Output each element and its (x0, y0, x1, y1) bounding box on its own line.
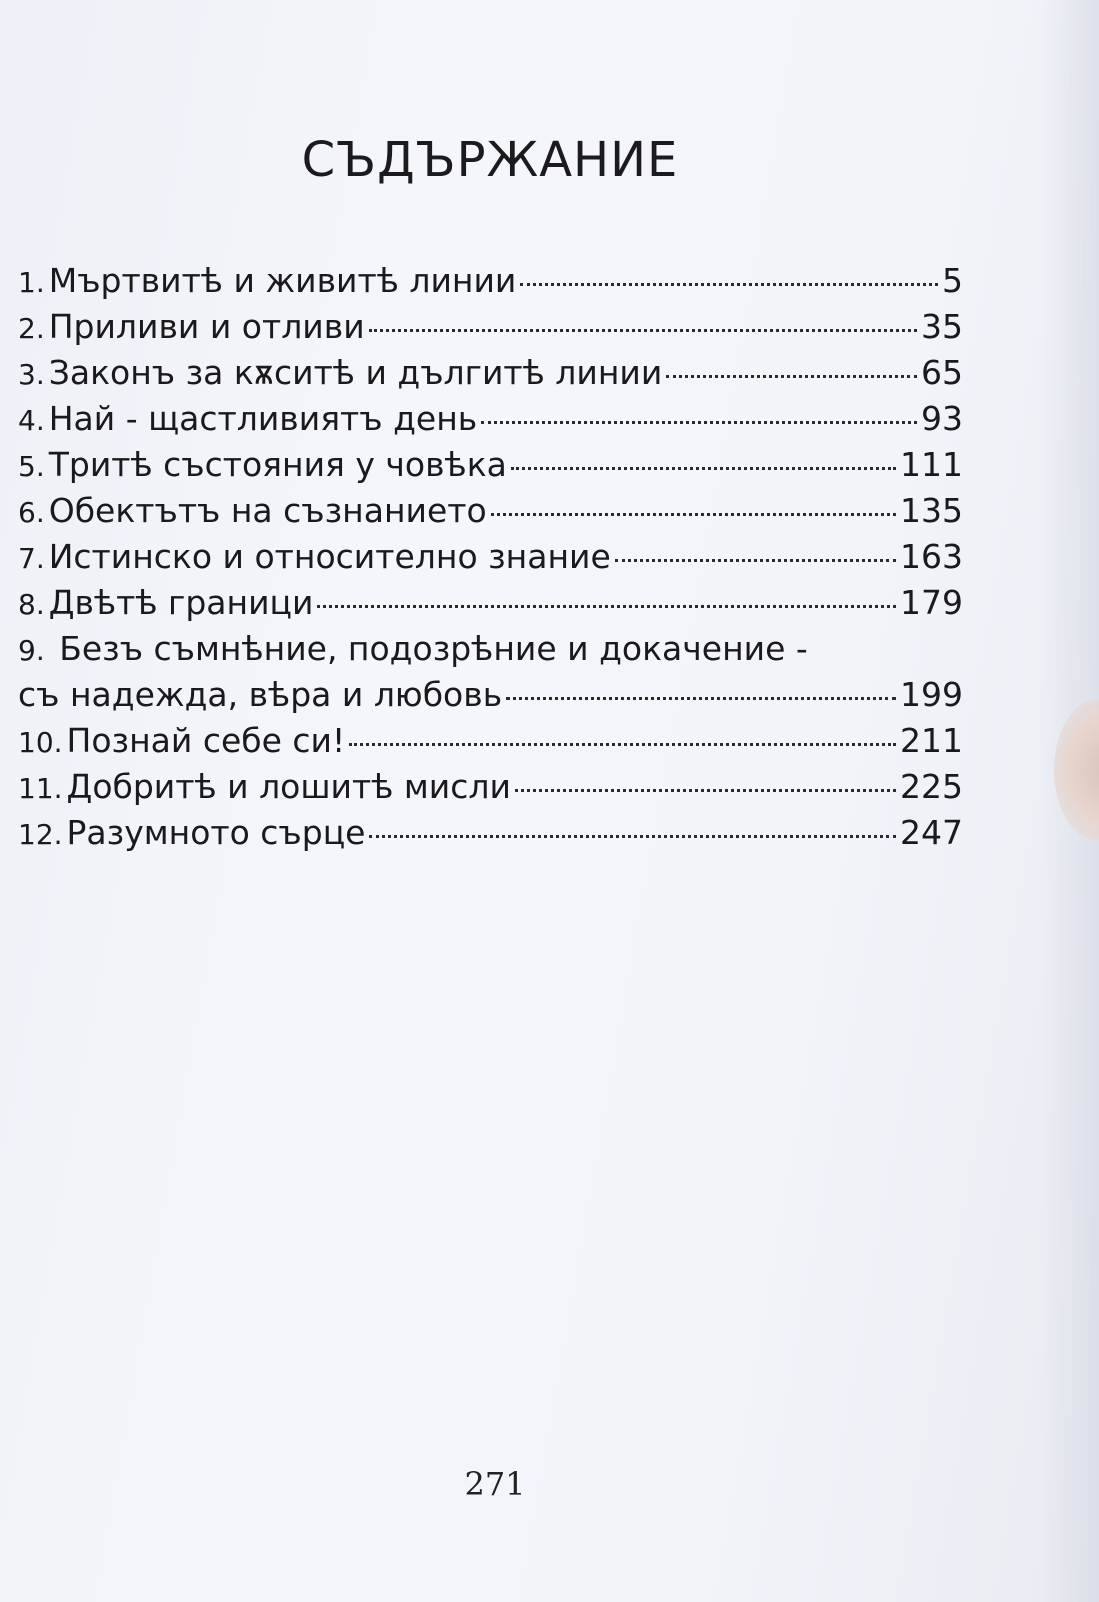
toc-entry-title: Тритѣ състояния у човѣка (48, 445, 507, 484)
toc-entry-title: Добритѣ и лошитѣ мисли (66, 767, 511, 806)
toc-entry-page: 35 (921, 307, 963, 346)
toc-entry (18, 580, 963, 626)
dot-leader (515, 789, 896, 792)
toc-entry-title-line1: Безъ съмнѣние, подозрѣние и докачение - (59, 629, 808, 668)
toc-entry-title: Законъ за кѫситѣ и дългитѣ линии (48, 353, 663, 392)
toc-entry-title: Разумното сърце (66, 813, 366, 852)
dot-leader (369, 329, 917, 332)
toc-entry-number: 2. (18, 312, 45, 345)
toc-entry-number: 9. (18, 634, 45, 667)
toc-entry-number: 12. (18, 818, 63, 851)
toc-entry (18, 304, 963, 350)
toc-entry-page: 179 (900, 583, 963, 622)
dot-leader (317, 605, 896, 608)
toc-entry-page: 135 (900, 491, 963, 530)
toc-entry-number: 8. (18, 588, 45, 621)
dot-leader (666, 375, 917, 378)
toc-entry-title: Мъртвитѣ и живитѣ линии (48, 261, 517, 300)
toc-entry-number: 6. (18, 496, 45, 529)
toc-entry (18, 396, 963, 442)
toc-entry-number: 3. (18, 358, 45, 391)
toc-entry-title: Приливи и отливи (48, 307, 365, 346)
toc-entry-number: 5. (18, 450, 45, 483)
toc-entry (18, 258, 963, 304)
toc-entry (18, 488, 963, 534)
toc-entry-title: Обектътъ на съзнанието (48, 491, 487, 530)
toc-entry-title: Двѣтѣ граници (48, 583, 314, 622)
toc-entry-page: 247 (900, 813, 963, 852)
dot-leader (349, 743, 896, 746)
toc-entry-page: 5 (942, 261, 963, 300)
toc-entry-number: 7. (18, 542, 45, 575)
toc-entry (18, 764, 963, 810)
toc-entry-page: 111 (900, 445, 963, 484)
toc-entry-title: Най - щастливиятъ день (48, 399, 478, 438)
dot-leader (615, 559, 896, 562)
toc-entry-title: Истинско и относително знание (48, 537, 611, 576)
toc-entry-page: 93 (921, 399, 963, 438)
page-number: 271 (464, 1465, 526, 1503)
dot-leader (369, 835, 896, 838)
toc-entry (18, 672, 963, 718)
toc-entry-title: съ надежда, вѣра и любовь (18, 675, 503, 714)
dot-leader (491, 513, 896, 516)
toc-entry-page: 199 (900, 675, 963, 714)
table-of-contents (18, 258, 963, 856)
toc-entry-page: 211 (900, 721, 963, 760)
toc-entry-number: 1. (18, 266, 45, 299)
toc-entry-title: Познай себе си! (66, 721, 346, 760)
toc-entry-page: 65 (921, 353, 963, 392)
toc-entry-first-line (18, 626, 963, 672)
toc-entry (18, 350, 963, 396)
dot-leader (511, 467, 896, 470)
toc-entry (18, 718, 963, 764)
toc-entry-number: 10. (18, 726, 63, 759)
toc-entry-page: 163 (900, 537, 963, 576)
toc-entry-number: 11. (18, 772, 63, 805)
dot-leader (506, 697, 896, 700)
dot-leader (520, 283, 938, 286)
page-title: СЪДЪРЖАНИЕ (301, 132, 679, 188)
toc-entry-page: 225 (900, 767, 963, 806)
toc-entry-number: 4. (18, 404, 45, 437)
toc-entry (18, 442, 963, 488)
toc-entry (18, 534, 963, 580)
dot-leader (481, 421, 917, 424)
toc-entry (18, 810, 963, 856)
